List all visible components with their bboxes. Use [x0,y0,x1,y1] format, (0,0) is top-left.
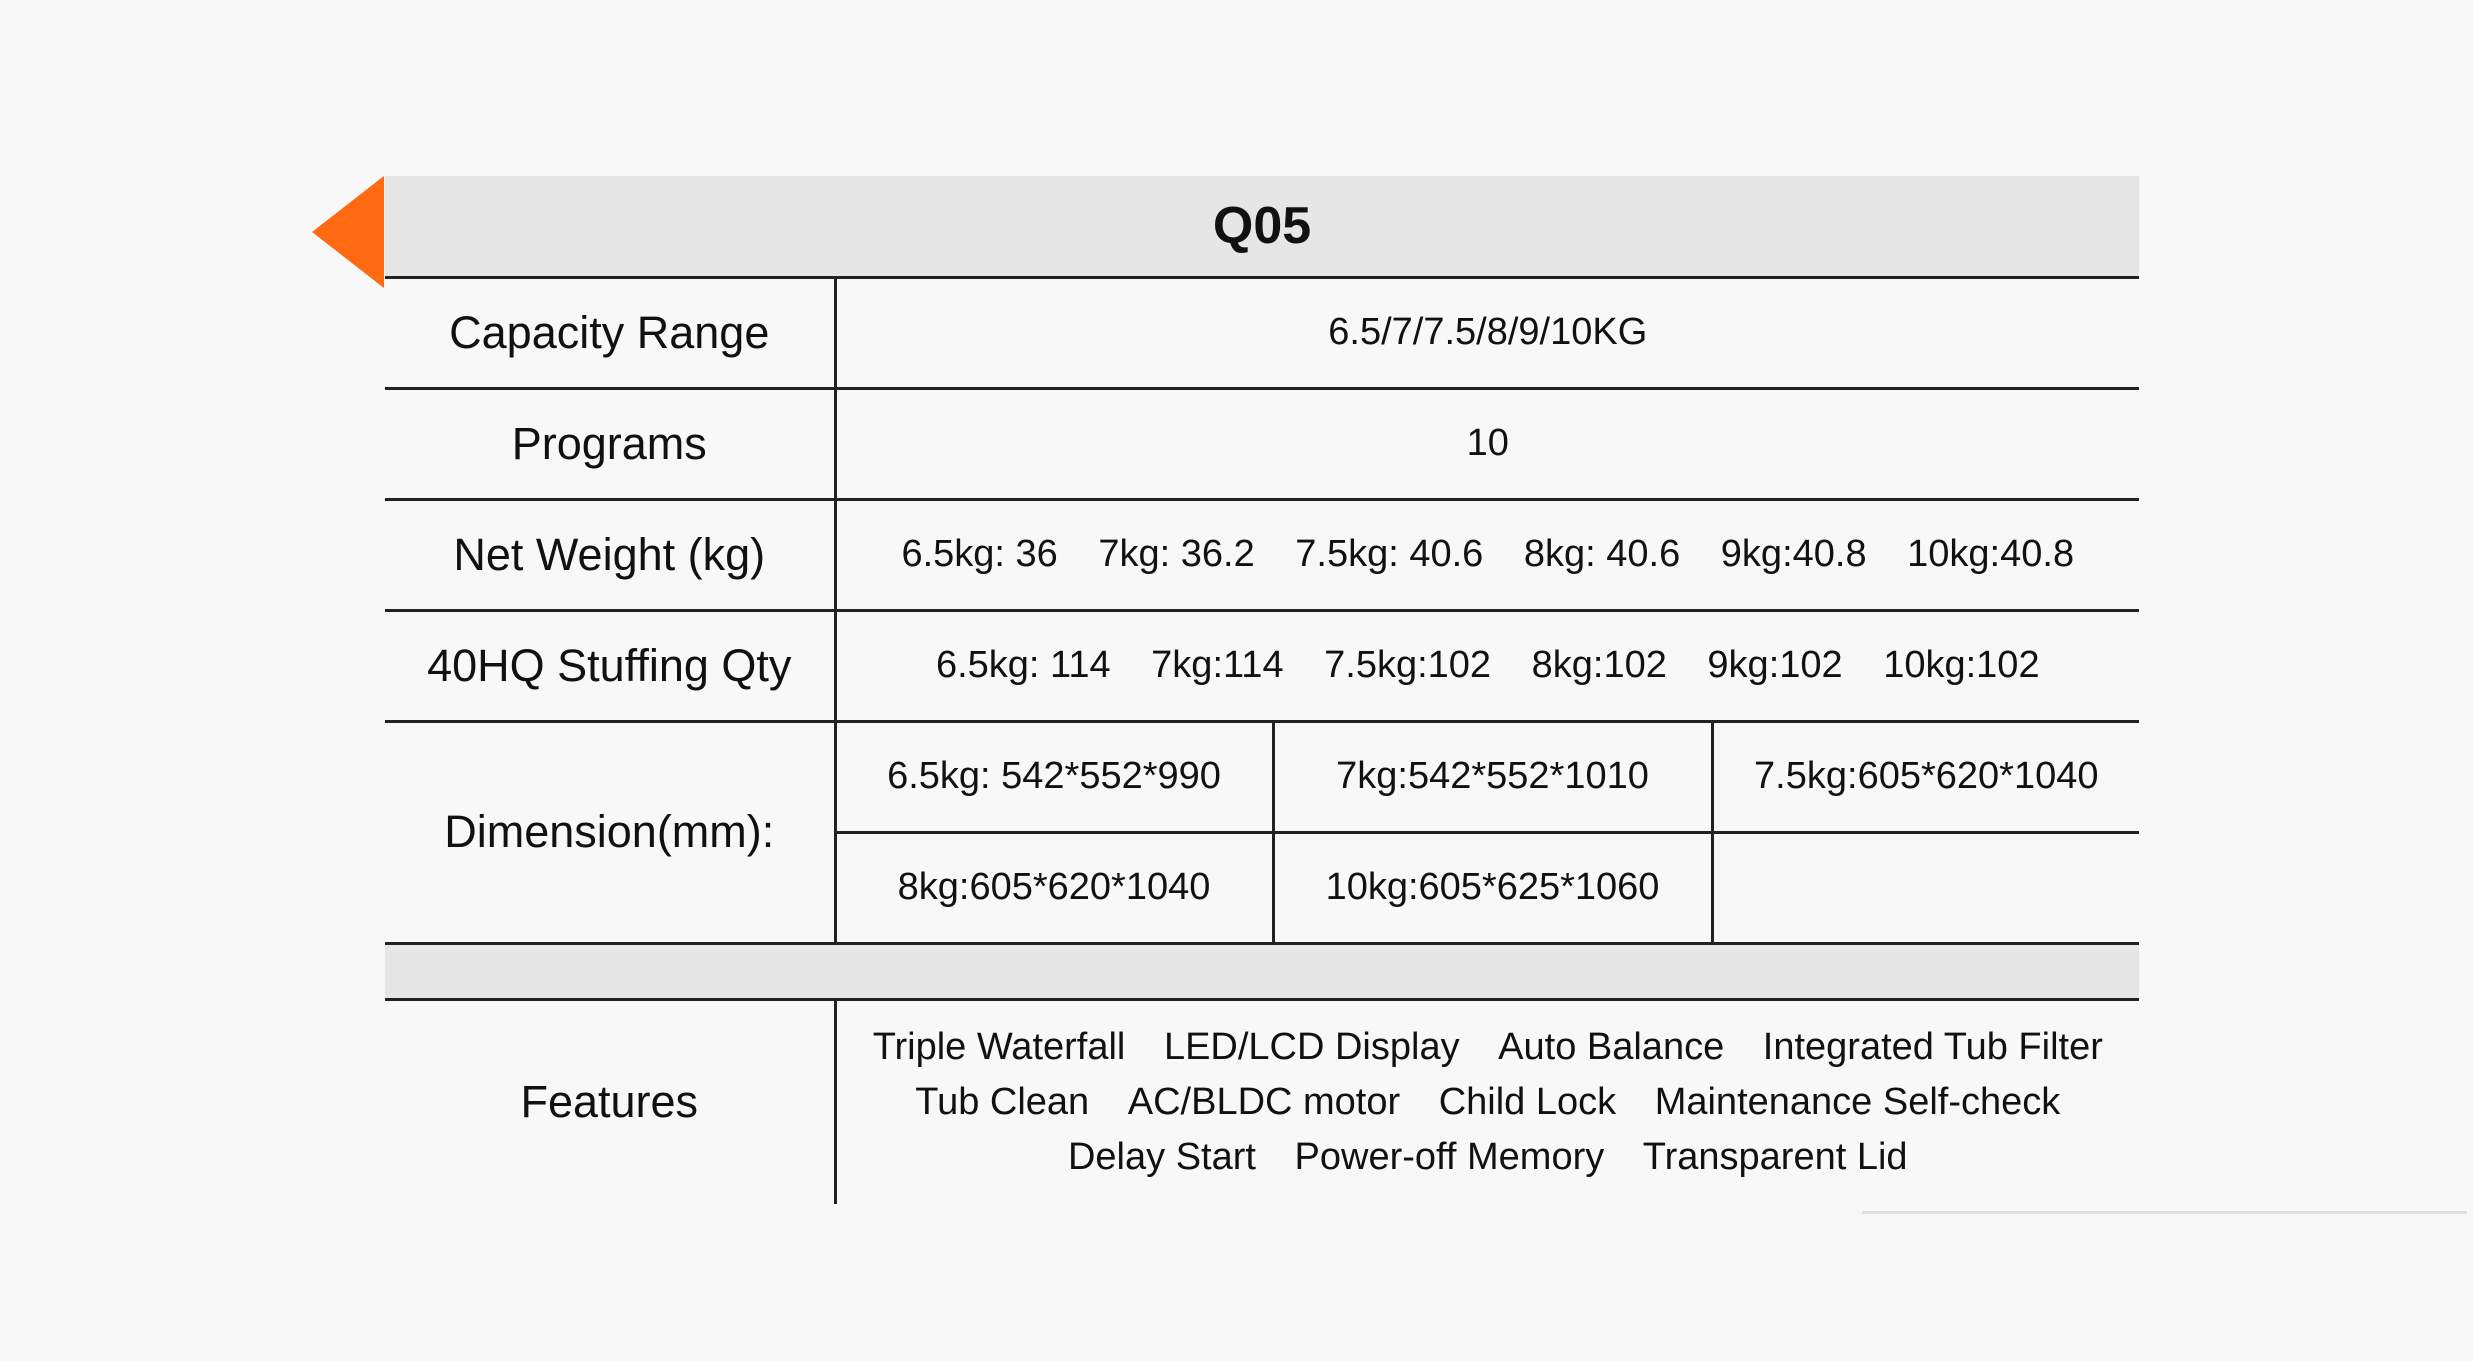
dimension-cell: 10kg:605*625*1060 [1273,832,1712,943]
feature-item: Transparent Lid [1642,1135,1908,1178]
net-weight-item: 10kg:40.8 [1907,533,2075,575]
spec-table [385,176,2139,1204]
stuffing-item: 7.5kg:102 [1324,644,1492,686]
programs-value: 10 [835,388,2139,499]
net-weight-item: 6.5kg: 36 [901,533,1058,575]
net-weight-label: Net Weight (kg) [385,499,835,610]
stuffing-values [835,610,2139,721]
model-title: Q05 [385,176,2139,277]
features-line [843,1130,2134,1185]
net-weight-values [835,499,2139,610]
features-label: Features [385,999,835,1204]
dimension-row-1 [385,721,2139,832]
feature-item: Power-off Memory [1294,1135,1605,1178]
divider [1862,1211,2467,1214]
title-row [385,176,2139,277]
stuffing-row [385,610,2139,721]
features-list [835,999,2139,1204]
spacer-row [385,943,2139,999]
feature-item: Maintenance Self-check [1654,1080,2061,1123]
stuffing-item: 10kg:102 [1883,644,2040,686]
programs-row [385,388,2139,499]
dimension-cell: 8kg:605*620*1040 [835,832,1273,943]
feature-item: Integrated Tub Filter [1762,1025,2103,1068]
capacity-value: 6.5/7/7.5/8/9/10KG [835,277,2139,388]
features-line [843,1020,2134,1075]
dimension-cell: 6.5kg: 542*552*990 [835,721,1273,832]
net-weight-item: 8kg: 40.6 [1523,533,1681,575]
programs-label: Programs [385,388,835,499]
stuffing-item: 8kg:102 [1531,644,1667,686]
dimension-label: Dimension(mm): [385,721,835,943]
previous-arrow-icon[interactable] [312,176,384,288]
net-weight-item: 9kg:40.8 [1720,533,1867,575]
net-weight-row [385,499,2139,610]
stuffing-item: 7kg:114 [1151,644,1284,686]
feature-item: LED/LCD Display [1163,1025,1460,1068]
dimension-cell-empty [1712,832,2139,943]
feature-item: Delay Start [1067,1135,1256,1178]
feature-item: Tub Clean [915,1080,1090,1123]
stuffing-label: 40HQ Stuffing Qty [385,610,835,721]
dimension-cell: 7kg:542*552*1010 [1273,721,1712,832]
features-line [843,1075,2134,1130]
feature-item: Triple Waterfall [872,1025,1126,1068]
capacity-label: Capacity Range [385,277,835,388]
feature-item: Auto Balance [1498,1025,1725,1068]
stuffing-item: 9kg:102 [1707,644,1843,686]
features-row [385,999,2139,1204]
feature-item: Child Lock [1438,1080,1617,1123]
stuffing-item: 6.5kg: 114 [935,644,1111,686]
capacity-row [385,277,2139,388]
net-weight-item: 7.5kg: 40.6 [1295,533,1484,575]
feature-item: AC/BLDC motor [1127,1080,1401,1123]
dimension-cell: 7.5kg:605*620*1040 [1712,721,2139,832]
net-weight-item: 7kg: 36.2 [1098,533,1255,575]
